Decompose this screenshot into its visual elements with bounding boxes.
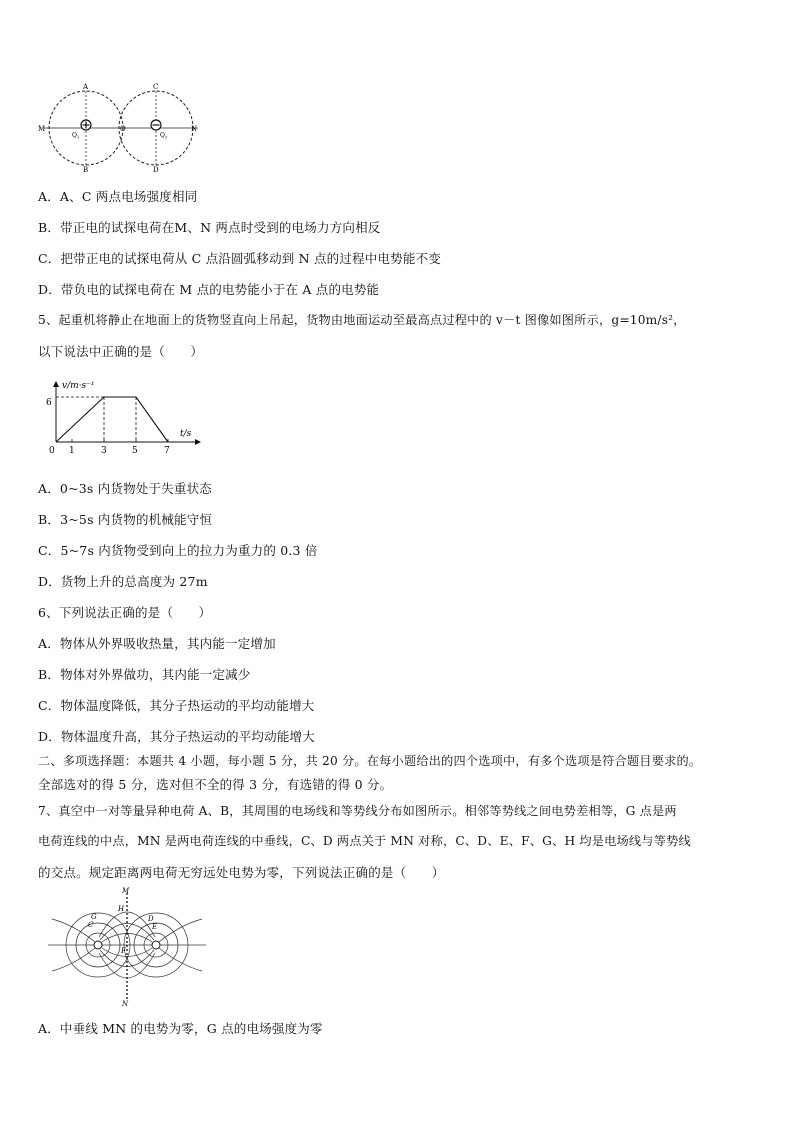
q7-option-a: A．中垂线 MN 的电势为零，G 点的电场强度为零: [38, 1021, 323, 1036]
section2-heading-line1: 二、多项选择题：本题共 4 小题，每小题 5 分，共 20 分。在每小题给出的四个选项中，有多个选项是符合题目要求的。: [38, 754, 702, 768]
q5-option-d: D．货物上升的总高度为 27m: [38, 574, 208, 589]
x-tick-7: 7: [164, 446, 170, 456]
q4-option-b: B．带正电的试探电荷在M、N 两点时受到的电场力方向相反: [38, 220, 381, 235]
x-tick-0: 0: [49, 446, 55, 456]
y-axis-label: v/m·s⁻¹: [62, 381, 95, 391]
label-H: H: [118, 905, 125, 913]
q5-stem-line1: 5、起重机将静止在地面上的货物竖直向上吊起，货物由地面运动至最高点过程中的 v－t 图像如图所示，g=10m/s²，: [38, 313, 686, 327]
label-D: D: [153, 166, 159, 174]
x-axis-label: t/s: [180, 429, 192, 439]
q6-option-d: D．物体温度升高，其分子热运动的平均动能增大: [38, 729, 315, 744]
q5-stem-line2: 以下说法中正确的是（ ）: [38, 344, 204, 359]
q4-option-a: A．A、C 两点电场强度相同: [38, 189, 198, 204]
charge-a-icon: [94, 941, 102, 949]
x-tick-1: 1: [69, 446, 75, 456]
section2-heading-line2: 全部选对的得 5 分，选对但不全的得 3 分，有选错的得 0 分。: [38, 777, 393, 792]
label-Q1: $Q_1$: [72, 132, 80, 140]
label-A: A: [83, 83, 89, 91]
q6-stem: 6、下列说法正确的是（ ）: [38, 605, 212, 620]
label-B: B: [83, 166, 89, 174]
label-C: C: [153, 83, 159, 91]
charge-b-icon: [152, 941, 160, 949]
q5-option-c: C．5~7s 内货物受到向上的拉力为重力的 0.3 倍: [38, 543, 318, 558]
label-O: O: [120, 125, 126, 133]
label-D: D: [148, 915, 154, 923]
velocity-line: [56, 397, 168, 442]
q5-option-b: B．3~5s 内货物的机械能守恒: [38, 512, 213, 527]
q5-option-a: A．0~3s 内货物处于失重状态: [38, 481, 212, 496]
q7-stem-line3: 的交点。规定距离两电荷无穷远处电势为零，下列说法正确的是（ ）: [38, 865, 445, 880]
label-Q2: $Q_2$: [160, 132, 168, 140]
label-M: M: [122, 887, 130, 895]
field-lines-figure: [44, 885, 210, 1007]
q4-option-d: D．带负电的试探电荷在 M 点的电势能小于在 A 点的电势能: [38, 282, 380, 297]
q7-stem-line1: 7、真空中一对等量异种电荷 A、B，其周围的电场线和等势线分布如图所示。相邻等势线之间电势差相等，G 点是两: [38, 804, 677, 818]
label-C: C: [88, 921, 94, 929]
v-t-graph: [40, 376, 210, 458]
q6-option-a: A．物体从外界吸收热量，其内能一定增加: [38, 636, 276, 651]
two-charge-circles-figure: [36, 82, 216, 174]
label-G: G: [91, 913, 97, 921]
q7-stem-line2: 电荷连线的中点，MN 是两电荷连线的中垂线，C、D 两点关于 MN 对称，C、D、E、F、G、H 均是电场线与等势线: [38, 834, 691, 848]
label-E: E: [152, 923, 158, 931]
label-N: N: [122, 1000, 129, 1007]
x-tick-3: 3: [101, 446, 107, 456]
q4-option-c: C．把带正电的试探电荷从 C 点沿圆弧移动到 N 点的过程中电势能不变: [38, 251, 441, 266]
label-F: F: [121, 947, 126, 955]
label-N: N: [191, 125, 198, 133]
q6-option-b: B．物体对外界做功，其内能一定减少: [38, 667, 251, 682]
q6-option-c: C．物体温度降低，其分子热运动的平均动能增大: [38, 698, 315, 713]
y-tick-6: 6: [46, 398, 52, 408]
x-tick-5: 5: [132, 446, 138, 456]
label-M: M: [38, 125, 46, 133]
